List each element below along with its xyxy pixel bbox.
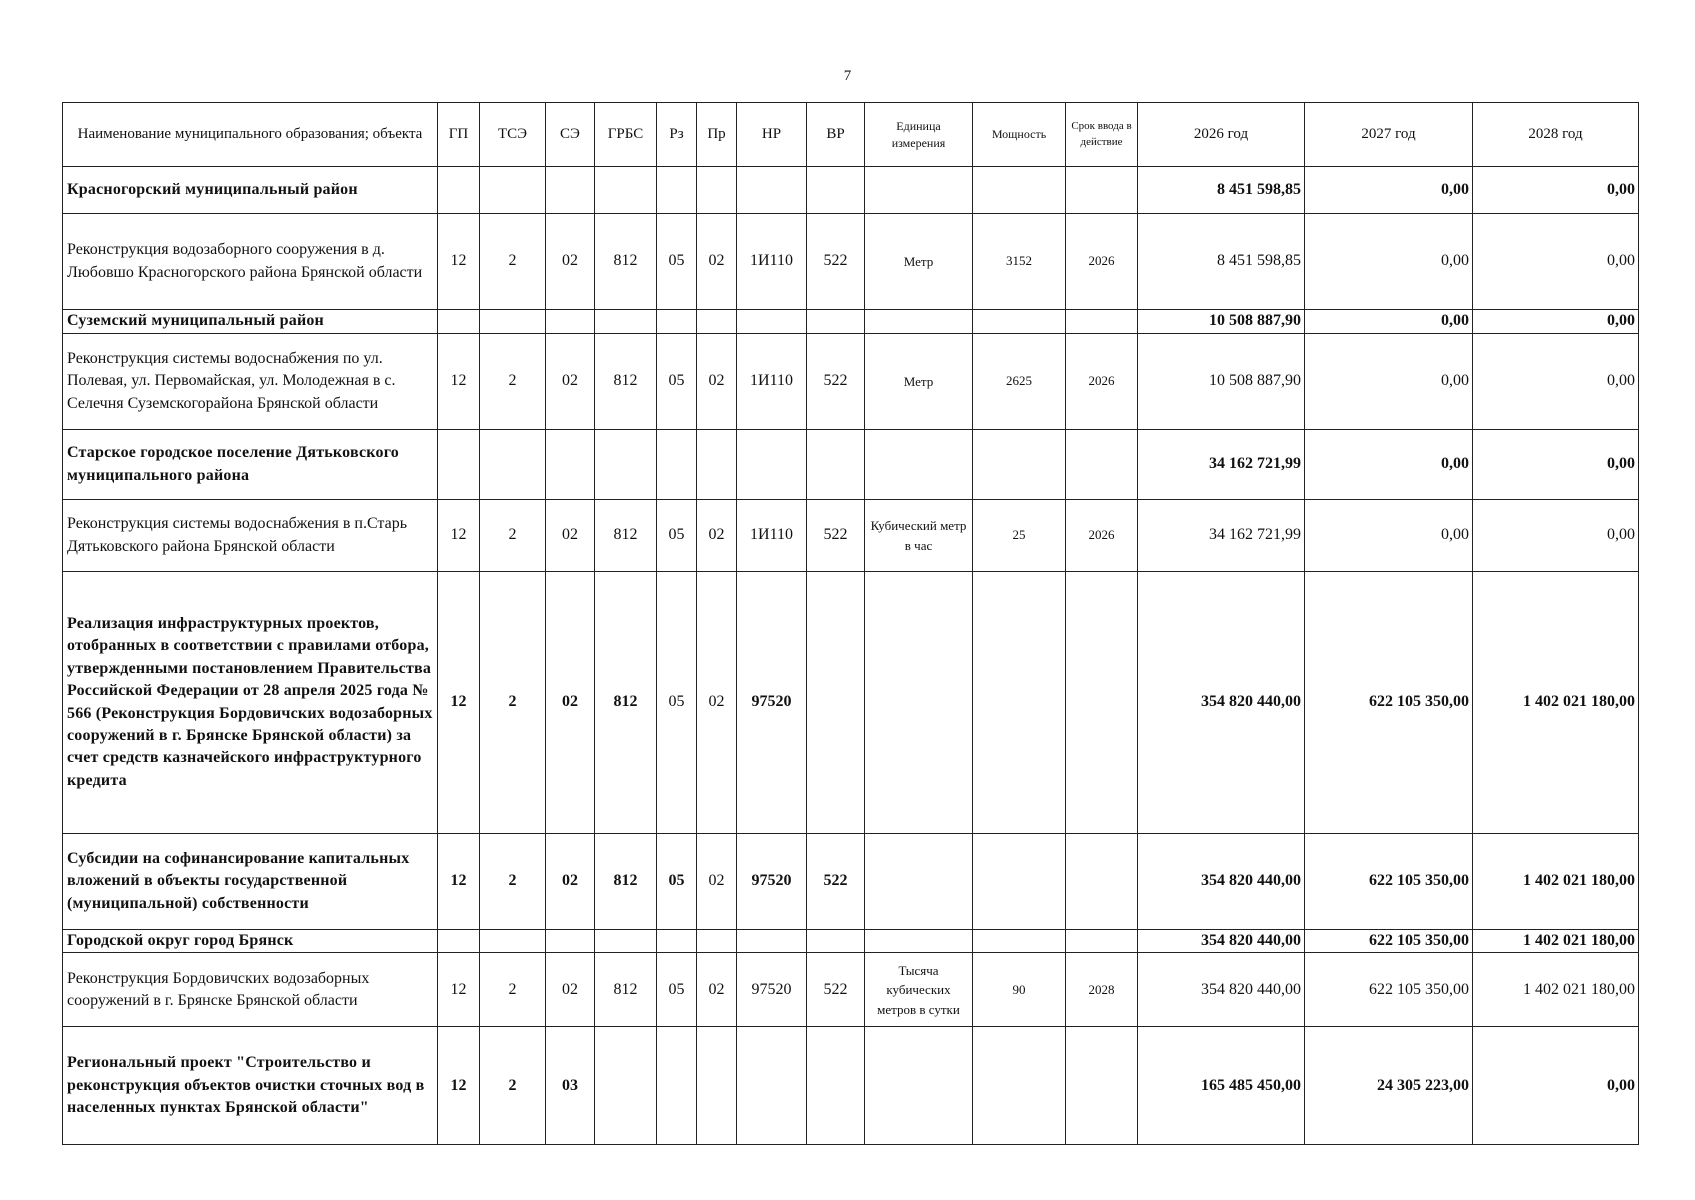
- cell-name: Красногорский муниципальный район: [63, 167, 438, 214]
- cell-se: [546, 310, 595, 334]
- cell-2027: 622 105 350,00: [1305, 834, 1473, 930]
- cell-2026: 165 485 450,00: [1138, 1027, 1305, 1145]
- cell-nr: 1И110: [737, 500, 807, 572]
- cell-term: 2028: [1066, 953, 1138, 1027]
- cell-2028: 1 402 021 180,00: [1473, 572, 1639, 834]
- cell-se: [546, 930, 595, 953]
- cell-capacity: 3152: [973, 214, 1066, 310]
- cell-tse: [480, 430, 546, 500]
- cell-gp: 12: [438, 953, 480, 1027]
- cell-2026: 34 162 721,99: [1138, 500, 1305, 572]
- cell-unit: Кубический метр в час: [865, 500, 973, 572]
- cell-pr: 02: [697, 953, 737, 1027]
- cell-pr: [697, 930, 737, 953]
- cell-name: Городской округ город Брянск: [63, 930, 438, 953]
- cell-rz: 05: [657, 334, 697, 430]
- header-pr: Пр: [697, 103, 737, 167]
- cell-2027: 0,00: [1305, 310, 1473, 334]
- cell-2028: 1 402 021 180,00: [1473, 834, 1639, 930]
- cell-grbs: [595, 167, 657, 214]
- cell-2026: 8 451 598,85: [1138, 167, 1305, 214]
- cell-rz: 05: [657, 572, 697, 834]
- cell-vr: 522: [807, 834, 865, 930]
- cell-capacity: [973, 1027, 1066, 1145]
- table-row: [63, 500, 1639, 572]
- cell-unit: Метр: [865, 334, 973, 430]
- cell-unit: Тысяча кубических метров в сутки: [865, 953, 973, 1027]
- cell-vr: 522: [807, 500, 865, 572]
- cell-nr: 1И110: [737, 214, 807, 310]
- cell-capacity: [973, 310, 1066, 334]
- table-row: [63, 834, 1639, 930]
- cell-2027: 0,00: [1305, 334, 1473, 430]
- cell-2028: 0,00: [1473, 167, 1639, 214]
- cell-nr: [737, 310, 807, 334]
- cell-tse: 2: [480, 834, 546, 930]
- cell-2027: 622 105 350,00: [1305, 572, 1473, 834]
- table-row: [63, 310, 1639, 334]
- cell-se: 02: [546, 953, 595, 1027]
- cell-term: [1066, 930, 1138, 953]
- cell-2028: 0,00: [1473, 1027, 1639, 1145]
- cell-term: [1066, 572, 1138, 834]
- table-row: [63, 430, 1639, 500]
- table-row: [63, 334, 1639, 430]
- cell-grbs: 812: [595, 953, 657, 1027]
- cell-tse: 2: [480, 214, 546, 310]
- cell-tse: [480, 310, 546, 334]
- cell-vr: 522: [807, 334, 865, 430]
- cell-2026: 10 508 887,90: [1138, 310, 1305, 334]
- page-number: 7: [843, 68, 852, 84]
- header-grbs: ГРБС: [595, 103, 657, 167]
- cell-rz: 05: [657, 834, 697, 930]
- table-row: [63, 953, 1639, 1027]
- cell-gp: [438, 930, 480, 953]
- cell-2026: 354 820 440,00: [1138, 930, 1305, 953]
- cell-capacity: [973, 930, 1066, 953]
- cell-vr: [807, 572, 865, 834]
- cell-rz: 05: [657, 214, 697, 310]
- cell-unit: [865, 572, 973, 834]
- cell-grbs: 812: [595, 834, 657, 930]
- cell-pr: [697, 1027, 737, 1145]
- cell-se: 02: [546, 500, 595, 572]
- cell-name: Старское городское поселение Дятьковского муниципального района: [63, 430, 438, 500]
- cell-capacity: [973, 167, 1066, 214]
- cell-nr: 1И110: [737, 334, 807, 430]
- header-se: СЭ: [546, 103, 595, 167]
- cell-2027: 622 105 350,00: [1305, 930, 1473, 953]
- cell-gp: [438, 430, 480, 500]
- cell-se: 02: [546, 334, 595, 430]
- cell-pr: 02: [697, 834, 737, 930]
- cell-term: 2026: [1066, 500, 1138, 572]
- cell-name: Субсидии на софинансирование капитальных вложений в объекты государственной (муниципальной) собственности: [63, 834, 438, 930]
- cell-vr: 522: [807, 953, 865, 1027]
- cell-term: [1066, 430, 1138, 500]
- header-vr: ВР: [807, 103, 865, 167]
- header-2027: 2027 год: [1305, 103, 1473, 167]
- cell-grbs: [595, 1027, 657, 1145]
- cell-term: [1066, 167, 1138, 214]
- cell-rz: [657, 1027, 697, 1145]
- cell-unit: [865, 834, 973, 930]
- cell-gp: [438, 310, 480, 334]
- cell-term: 2026: [1066, 334, 1138, 430]
- header-2028: 2028 год: [1473, 103, 1639, 167]
- cell-unit: [865, 930, 973, 953]
- cell-unit: [865, 310, 973, 334]
- table-header-row: [63, 103, 1639, 167]
- header-gp: ГП: [438, 103, 480, 167]
- cell-2027: 622 105 350,00: [1305, 953, 1473, 1027]
- cell-grbs: 812: [595, 572, 657, 834]
- cell-2026: 8 451 598,85: [1138, 214, 1305, 310]
- cell-pr: 02: [697, 334, 737, 430]
- cell-2026: 354 820 440,00: [1138, 572, 1305, 834]
- header-2026: 2026 год: [1138, 103, 1305, 167]
- cell-unit: [865, 430, 973, 500]
- cell-pr: [697, 310, 737, 334]
- cell-term: [1066, 310, 1138, 334]
- cell-pr: 02: [697, 572, 737, 834]
- cell-nr: 97520: [737, 953, 807, 1027]
- cell-vr: 522: [807, 214, 865, 310]
- cell-2028: 1 402 021 180,00: [1473, 953, 1639, 1027]
- cell-name: Реконструкция водозаборного сооружения в д. Любовшо Красногорского района Брянской области: [63, 214, 438, 310]
- cell-2027: 0,00: [1305, 167, 1473, 214]
- cell-unit: [865, 1027, 973, 1145]
- cell-2028: 1 402 021 180,00: [1473, 930, 1639, 953]
- cell-2028: 0,00: [1473, 334, 1639, 430]
- cell-2026: 354 820 440,00: [1138, 953, 1305, 1027]
- cell-rz: 05: [657, 953, 697, 1027]
- table-row: [63, 1027, 1639, 1145]
- cell-2027: 0,00: [1305, 430, 1473, 500]
- cell-vr: [807, 1027, 865, 1145]
- cell-2026: 10 508 887,90: [1138, 334, 1305, 430]
- cell-tse: [480, 167, 546, 214]
- cell-capacity: [973, 834, 1066, 930]
- cell-nr: [737, 930, 807, 953]
- cell-tse: 2: [480, 572, 546, 834]
- cell-se: 02: [546, 834, 595, 930]
- cell-term: [1066, 1027, 1138, 1145]
- cell-capacity: 25: [973, 500, 1066, 572]
- cell-name: Реконструкция Бордовичских водозаборных сооружений в г. Брянске Брянской области: [63, 953, 438, 1027]
- cell-gp: [438, 167, 480, 214]
- cell-gp: 12: [438, 500, 480, 572]
- cell-name: Региональный проект "Строительство и реконструкция объектов очистки сточных вод в населенных пунктах Брянской области": [63, 1027, 438, 1145]
- cell-term: 2026: [1066, 214, 1138, 310]
- header-unit: Единица измерения: [865, 103, 973, 167]
- cell-rz: [657, 430, 697, 500]
- cell-tse: [480, 930, 546, 953]
- cell-tse: 2: [480, 953, 546, 1027]
- cell-name: Реконструкция системы водоснабжения по ул. Полевая, ул. Первомайская, ул. Молодежная в с. Селечня Суземскогорайона Брянской области: [63, 334, 438, 430]
- cell-rz: [657, 930, 697, 953]
- cell-grbs: [595, 430, 657, 500]
- header-nr: НР: [737, 103, 807, 167]
- cell-gp: 12: [438, 334, 480, 430]
- cell-grbs: [595, 930, 657, 953]
- cell-capacity: [973, 430, 1066, 500]
- cell-gp: 12: [438, 214, 480, 310]
- cell-pr: [697, 167, 737, 214]
- cell-name: Реконструкция системы водоснабжения в п.Старь Дятьковского района Брянской области: [63, 500, 438, 572]
- header-name: Наименование муниципального образования; объекта: [63, 103, 438, 167]
- cell-2028: 0,00: [1473, 500, 1639, 572]
- header-term: Срок ввода в действие: [1066, 103, 1138, 167]
- table-row: [63, 572, 1639, 834]
- cell-nr: 97520: [737, 572, 807, 834]
- cell-term: [1066, 834, 1138, 930]
- header-tse: ТСЭ: [480, 103, 546, 167]
- cell-vr: [807, 430, 865, 500]
- cell-tse: 2: [480, 500, 546, 572]
- cell-se: 03: [546, 1027, 595, 1145]
- table-row: [63, 214, 1639, 310]
- budget-table: [62, 102, 1639, 1145]
- cell-grbs: 812: [595, 214, 657, 310]
- cell-2026: 34 162 721,99: [1138, 430, 1305, 500]
- cell-grbs: 812: [595, 334, 657, 430]
- cell-tse: 2: [480, 1027, 546, 1145]
- cell-tse: 2: [480, 334, 546, 430]
- cell-vr: [807, 167, 865, 214]
- cell-unit: [865, 167, 973, 214]
- cell-gp: 12: [438, 1027, 480, 1145]
- cell-nr: [737, 1027, 807, 1145]
- cell-2027: 0,00: [1305, 214, 1473, 310]
- table-row: [63, 167, 1639, 214]
- cell-name: Реализация инфраструктурных проектов, отобранных в соответствии с правилами отбора, утвержденными постановлением Правительства Российской Федерации от 28 апреля 2025 года № 566 (Реконструкция Бордовичских водозаборных сооружений в г. Брянске Брянской области) за счет средств казначейского инфраструктурного кредита: [63, 572, 438, 834]
- cell-2028: 0,00: [1473, 430, 1639, 500]
- cell-se: 02: [546, 214, 595, 310]
- cell-gp: 12: [438, 834, 480, 930]
- cell-pr: 02: [697, 500, 737, 572]
- cell-capacity: 90: [973, 953, 1066, 1027]
- cell-unit: Метр: [865, 214, 973, 310]
- cell-vr: [807, 930, 865, 953]
- cell-2028: 0,00: [1473, 214, 1639, 310]
- cell-2026: 354 820 440,00: [1138, 834, 1305, 930]
- cell-rz: [657, 310, 697, 334]
- header-rz: Рз: [657, 103, 697, 167]
- table-row: [63, 930, 1639, 953]
- cell-name: Суземский муниципальный район: [63, 310, 438, 334]
- cell-rz: [657, 167, 697, 214]
- cell-gp: 12: [438, 572, 480, 834]
- cell-grbs: 812: [595, 500, 657, 572]
- cell-nr: [737, 430, 807, 500]
- cell-pr: 02: [697, 214, 737, 310]
- cell-se: [546, 167, 595, 214]
- cell-2027: 0,00: [1305, 500, 1473, 572]
- cell-capacity: 2625: [973, 334, 1066, 430]
- cell-nr: [737, 167, 807, 214]
- cell-2028: 0,00: [1473, 310, 1639, 334]
- cell-2027: 24 305 223,00: [1305, 1027, 1473, 1145]
- cell-vr: [807, 310, 865, 334]
- cell-capacity: [973, 572, 1066, 834]
- cell-pr: [697, 430, 737, 500]
- cell-rz: 05: [657, 500, 697, 572]
- header-capacity: Мощность: [973, 103, 1066, 167]
- cell-se: 02: [546, 572, 595, 834]
- cell-se: [546, 430, 595, 500]
- cell-grbs: [595, 310, 657, 334]
- cell-nr: 97520: [737, 834, 807, 930]
